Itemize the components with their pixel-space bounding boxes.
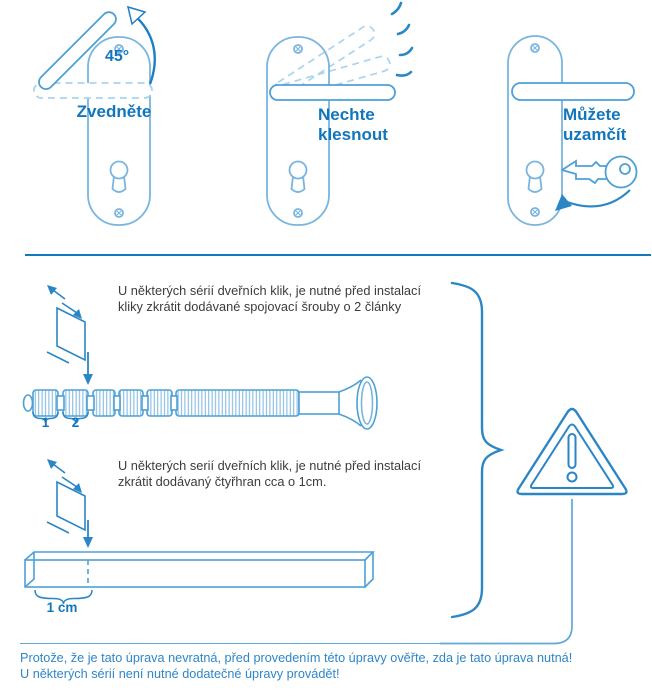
screw-icon: [294, 209, 302, 217]
screw-note-line2: kliky zkrátit dodávané spojovací šrouby o 2 články: [118, 298, 402, 314]
step3-heading-line2: uzamčít: [563, 125, 627, 144]
footer-note-line2: U některých sérií není nutné dodatečné úpravy provádět!: [20, 667, 340, 681]
exclamation-icon: [568, 434, 577, 482]
section-divider: [25, 254, 651, 256]
step2-heading: [318, 105, 388, 145]
handle-resting: [270, 85, 395, 100]
screw-icon: [531, 208, 539, 216]
bar-note-line1: U některých serií dveřních klik, je nutné před instalací: [118, 458, 422, 473]
keyhole-icon: [527, 162, 544, 193]
motion-flick-marks: [392, 3, 412, 76]
warning-triangle-icon: [518, 409, 627, 494]
step1-heading: Zvedněte: [76, 102, 152, 121]
footer-note-line1: Protože, že je tato úprava nevratná, před provedením této úpravy ověřte, zda je tato úprava nutná!: [20, 651, 573, 665]
connector-line: [440, 499, 572, 644]
screw-note: [118, 283, 421, 314]
bar-note-line2: zkrátit dodávaný čtyřhran cca o 1cm.: [118, 473, 327, 489]
door-plate-icon: [508, 36, 562, 225]
keyhole-icon: [290, 162, 307, 193]
warning-group: [440, 270, 652, 660]
step2-heading-line1: Nechte: [318, 105, 375, 124]
screw-icon: [115, 209, 123, 217]
dimension-label: 1 cm: [46, 600, 78, 615]
connector-line: [20, 643, 440, 644]
footer-note: [20, 650, 572, 682]
key-icon: [562, 157, 637, 188]
segment-label-2: 2: [71, 415, 80, 430]
angle-label: 45°: [105, 48, 130, 65]
screw-note-line1: U některých sérií dveřních klik, je nutné před instalací: [118, 283, 422, 298]
curly-brace-icon: [452, 283, 501, 617]
screw-icon: [531, 44, 539, 52]
saw-cut-icon: [45, 452, 105, 549]
handle-resting: [512, 83, 634, 100]
keyhole-icon: [111, 162, 128, 193]
step3-heading: [563, 105, 626, 145]
screw-icon: [294, 45, 302, 53]
bar-note: [118, 458, 421, 489]
rotate-arrow-icon: [555, 190, 630, 211]
step2-heading-line2: klesnout: [318, 125, 388, 144]
segment-label-1: 1: [41, 415, 50, 430]
step3-heading-line1: Můžete: [563, 105, 621, 124]
